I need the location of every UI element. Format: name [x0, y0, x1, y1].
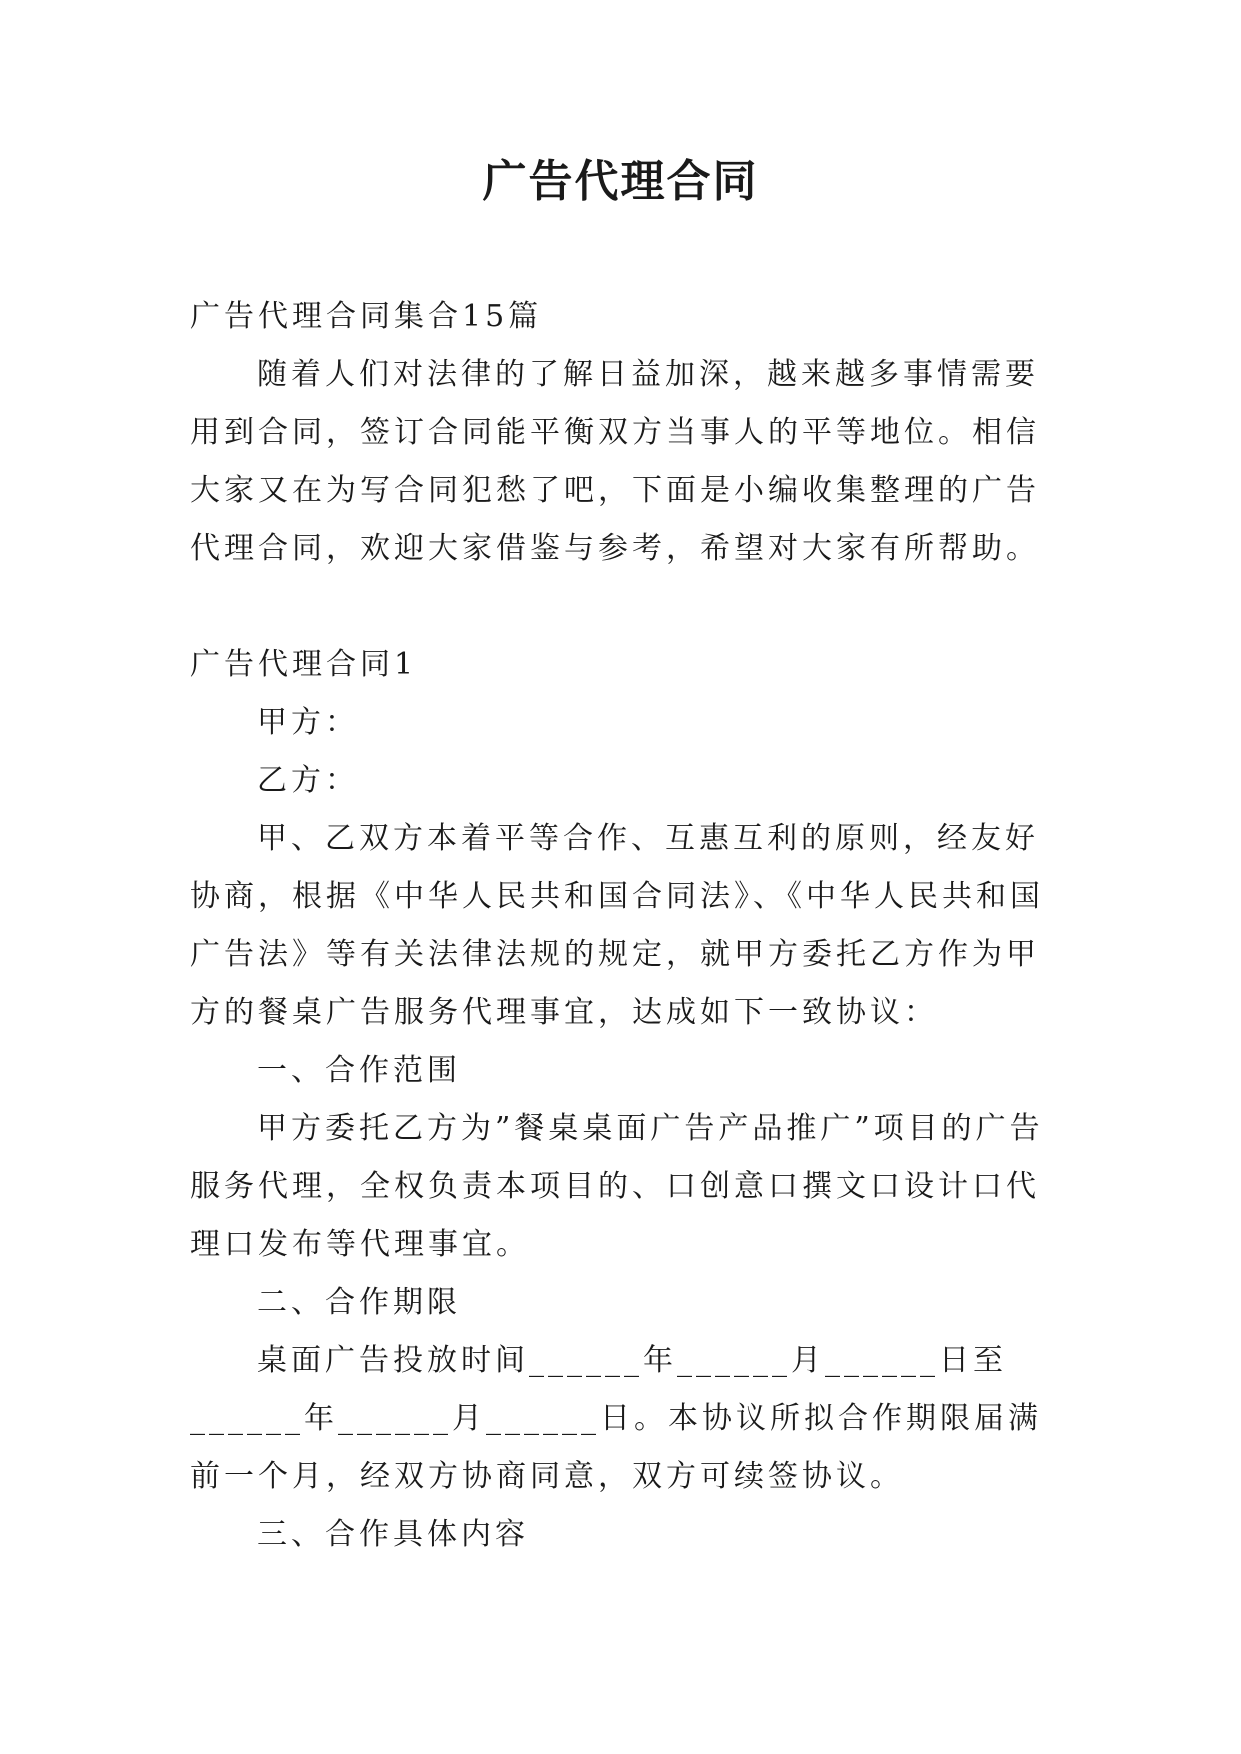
clause-2-text: 桌面广告投放时间______年______月______日至______年______月______日。本协议所拟合作期限届满前一个月，经双方协商同意，双方可续签协议。 — [190, 1343, 1042, 1494]
section-heading: 广告代理合同1 — [190, 647, 418, 682]
clause-1-title: 一、合作范围 — [257, 1053, 461, 1088]
document-body — [190, 288, 1065, 1564]
clause-3-title: 三、合作具体内容 — [257, 1517, 529, 1552]
preamble-paragraph: 甲、乙双方本着平等合作、互惠互利的原则，经友好协商，根据《中华人民共和国合同法》、《中华人民共和国广告法》等有关法律法规的规定，就甲方委托乙方作为甲方的餐桌广告服务代理事宜，达成如下一致协议： — [190, 821, 1044, 1030]
spacer — [190, 578, 1065, 636]
party-a-line: 甲方： — [257, 705, 359, 740]
document-title: 广告代理合同 — [482, 156, 759, 207]
party-b-line: 乙方： — [257, 763, 359, 798]
collection-heading: 广告代理合同集合15篇 — [190, 299, 543, 334]
intro-paragraph: 随着人们对法律的了解日益加深，越来越多事情需要用到合同，签订合同能平衡双方当事人的平等地位。相信大家又在为写合同犯愁了吧，下面是小编收集整理的广告代理合同，欢迎大家借鉴与参考，希望对大家有所帮助。 — [190, 357, 1040, 566]
clause-2-title: 二、合作期限 — [257, 1285, 461, 1320]
clause-1-text: 甲方委托乙方为”餐桌桌面广告产品推广”项目的广告服务代理，全权负责本项目的、口创意口撰文口设计口代理口发布等代理事宜。 — [190, 1111, 1044, 1262]
